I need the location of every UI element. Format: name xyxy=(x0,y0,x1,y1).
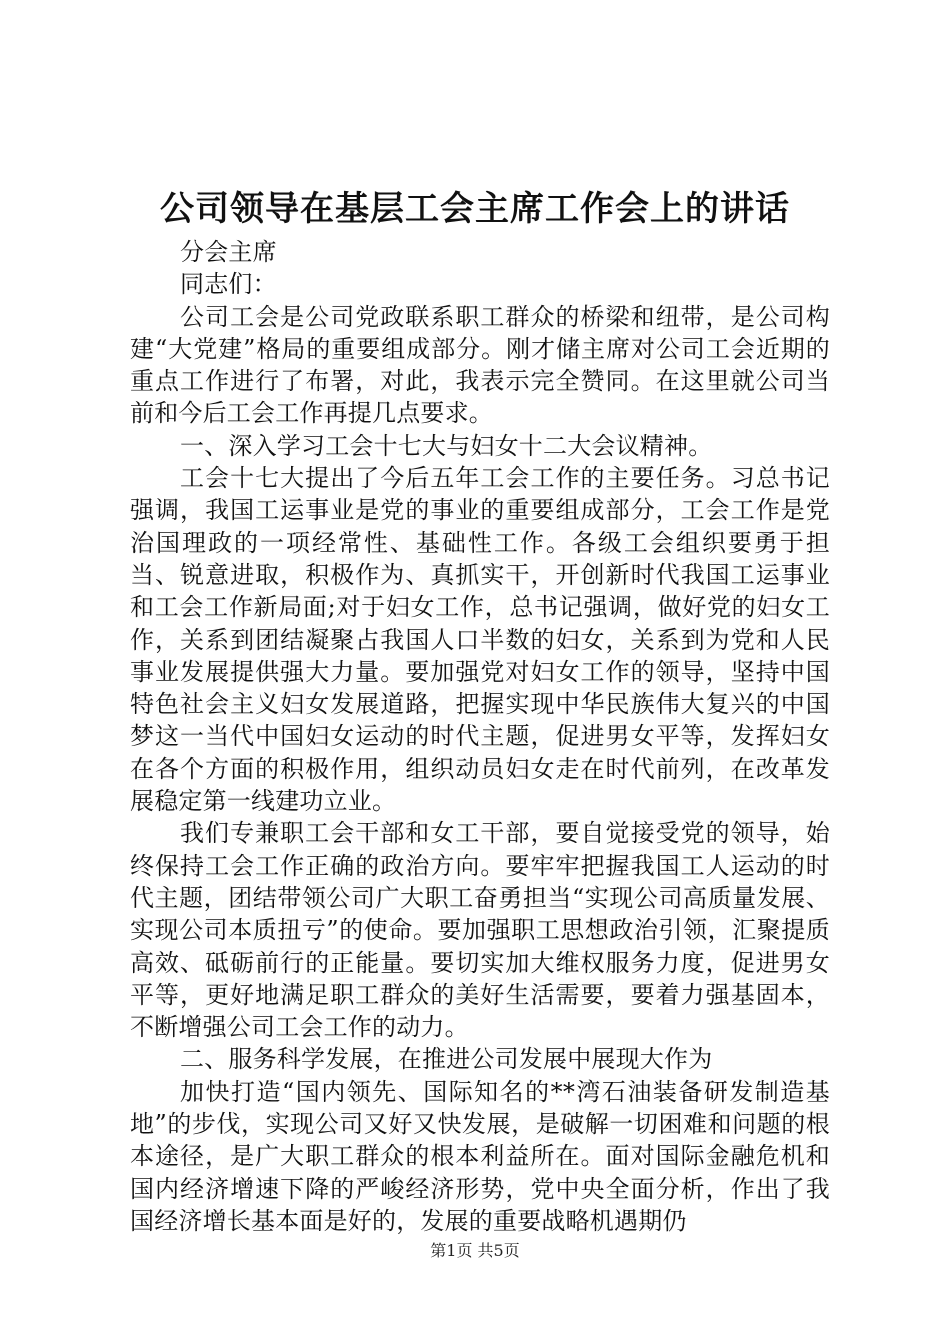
page-footer: 第1页 共5页 xyxy=(430,1241,520,1260)
body-paragraph: 加快打造“国内领先、国际知名的**湾石油装备研发制造基地”的步伐，实现公司又好又快发展，是破解一切困难和问题的根本途径，是广大职工群众的根本利益所在。面对国际金融危机和国内经济增速下降的严峻经济形势，党中央全面分析，作出了我国经济增长基本面是好的，发展的重要战略机遇期仍 xyxy=(130,1077,830,1235)
section-heading-1: 一、深入学习工会十七大与妇女十二大会议精神。 xyxy=(180,431,713,460)
salutation-comrades: 同志们： xyxy=(180,270,277,299)
document-title: 公司领导在基层工会主席工作会上的讲话 xyxy=(160,189,790,229)
body-paragraph: 我们专兼职工会干部和女工干部，要自觉接受党的领导，始终保持工会工作正确的政治方向。要牢牢把握我国工人运动的时代主题，团结带领公司广大职工奋勇担当“实现公司高质量发展、实现公司本质扭亏”的使命。要加强职工思想政治引领，汇聚提质高效、砥砺前行的正能量。要切实加大维权服务力度，促进男女平等，更好地满足职工群众的美好生活需要，要着力强基固本，不断增强公司工会工作的动力。 xyxy=(130,819,830,1042)
salutation-chairman: 分会主席 xyxy=(180,238,277,266)
document-body xyxy=(130,236,830,1237)
section-heading-2: 二、服务科学发展，在推进公司发展中展现大作为 xyxy=(180,1045,713,1074)
intro-paragraph: 公司工会是公司党政联系职工群众的桥梁和纽带，是公司构建“大党建”格局的重要组成部分。刚才储主席对公司工会近期的重点工作进行了布署，对此，我表示完全赞同。在这里就公司当前和今后工会工作再提几点要求。 xyxy=(130,302,830,428)
body-paragraph: 工会十七大提出了今后五年工会工作的主要任务。习总书记强调，我国工运事业是党的事业的重要组成部分，工会工作是党治国理政的一项经常性、基础性工作。各级工会组织要勇于担当、锐意进取，积极作为、真抓实干，开创新时代我国工运事业和工会工作新局面;对于妇女工作，总书记强调，做好党的妇女工作，关系到团结凝聚占我国人口半数的妇女，关系到为党和人民事业发展提供强大力量。要加强党对妇女工作的领导，坚持中国特色社会主义妇女发展道路，把握实现中华民族伟大复兴的中国梦这一当代中国妇女运动的时代主题，促进男女平等，发挥妇女在各个方面的积极作用，组织动员妇女走在时代前列，在改革发展稳定第一线建功立业。 xyxy=(130,464,830,816)
